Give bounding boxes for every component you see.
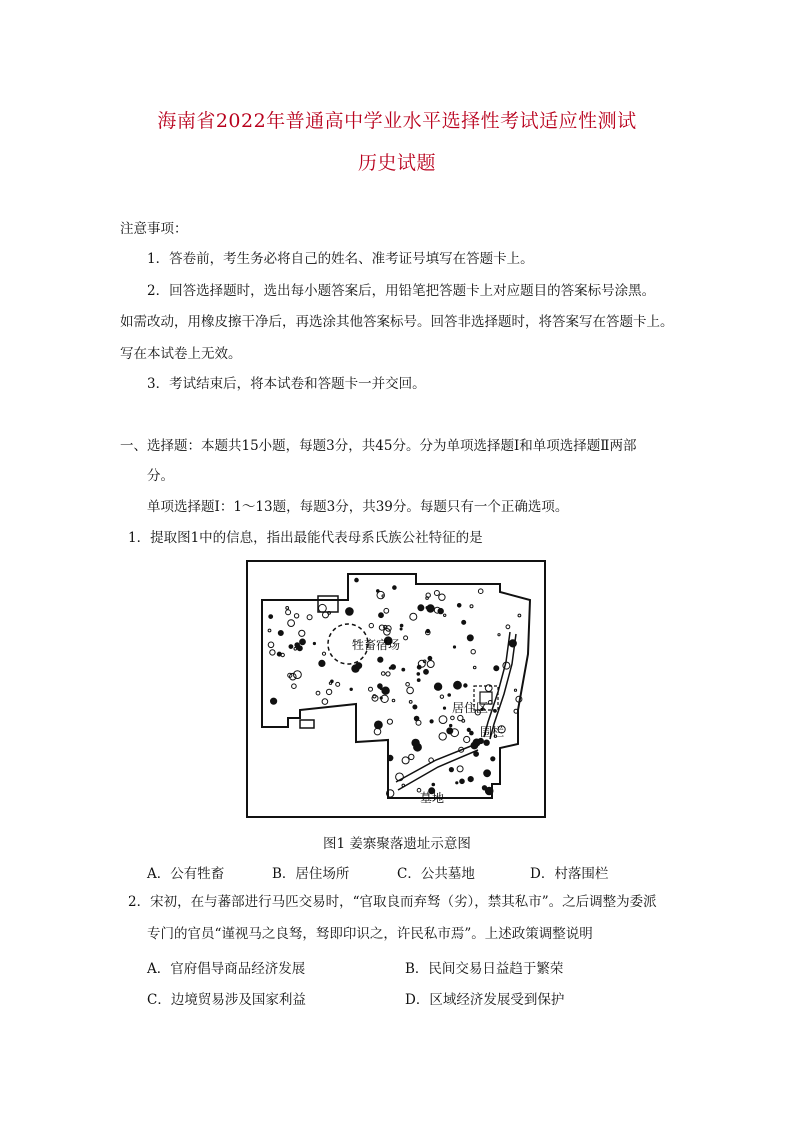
- pit-mark: [336, 682, 340, 686]
- pit-mark: [350, 688, 352, 690]
- pit-mark: [393, 586, 397, 590]
- pit-mark: [448, 694, 451, 697]
- pit-mark: [369, 687, 373, 691]
- pit-mark: [387, 719, 392, 724]
- pit-mark: [292, 684, 297, 689]
- pit-mark: [268, 629, 271, 632]
- pit-mark: [288, 620, 295, 627]
- q2-option-c: C．边境贸易涉及国家利益: [147, 992, 306, 1008]
- pit-mark: [409, 701, 412, 704]
- pit-mark: [418, 605, 424, 611]
- pit-mark: [468, 777, 473, 782]
- pit-mark: [402, 757, 409, 764]
- note-item-2-line-3: 写在本试卷上无效。: [120, 346, 242, 362]
- pit-mark: [453, 646, 455, 648]
- pit-mark: [286, 607, 289, 610]
- pit-mark: [379, 613, 384, 618]
- pit-mark: [440, 695, 443, 698]
- pit-mark: [451, 716, 455, 720]
- q2-option-a: A．官府倡导商品经济发展: [147, 961, 306, 977]
- figure-caption: 图1 姜寨聚落遗址示意图: [323, 836, 471, 852]
- house-mark-west: [300, 720, 314, 728]
- house-mark-north: [318, 596, 338, 612]
- pit-mark: [295, 643, 300, 648]
- pit-mark: [470, 605, 473, 608]
- pit-mark: [427, 661, 434, 668]
- pit-mark: [377, 590, 380, 593]
- pit-mark: [286, 610, 291, 615]
- pit-mark: [494, 666, 499, 671]
- note-item-1: 1．答卷前，考生务必将自己的姓名、准考证号填写在答题卡上。: [147, 251, 534, 267]
- q1-option-b: B．居住场所: [272, 866, 350, 882]
- pit-mark: [313, 642, 315, 644]
- section-heading-line-2: 分。: [147, 468, 174, 484]
- exam-title: 海南省2022年普通高中学业水平选择性考试适应性测试: [157, 110, 637, 132]
- pit-mark: [460, 779, 465, 784]
- q1-option-d: D．村落围栏: [530, 866, 609, 882]
- pit-mark: [300, 639, 306, 645]
- pit-mark: [471, 742, 478, 749]
- pit-mark: [369, 623, 373, 627]
- label-livestock: 牲畜宿场: [352, 638, 401, 652]
- pit-mark: [392, 699, 395, 702]
- pit-mark: [278, 631, 283, 636]
- pit-mark: [328, 612, 331, 615]
- pit-mark: [388, 755, 393, 760]
- pit-mark: [439, 716, 447, 724]
- pit-mark: [413, 705, 417, 709]
- pit-mark: [382, 687, 389, 694]
- pit-mark: [470, 731, 474, 735]
- pit-mark: [509, 640, 516, 647]
- pit-mark: [412, 739, 419, 746]
- pit-mark: [417, 673, 420, 676]
- pit-mark: [454, 681, 462, 689]
- pit-mark: [378, 684, 383, 689]
- pit-mark: [271, 698, 277, 704]
- pit-mark: [429, 758, 434, 763]
- exam-subject: 历史试题: [357, 152, 436, 174]
- pit-mark: [444, 614, 446, 616]
- pit-mark: [430, 720, 433, 723]
- pit-mark: [457, 766, 463, 772]
- pit-mark: [268, 642, 274, 648]
- pit-mark: [402, 784, 405, 787]
- pit-mark: [346, 608, 354, 616]
- pit-mark: [432, 783, 435, 786]
- pit-mark: [319, 604, 327, 612]
- pit-mark: [458, 715, 463, 720]
- pit-mark: [462, 620, 466, 624]
- note-item-3: 3．考试结束后，将本试卷和答题卡一并交回。: [147, 376, 426, 392]
- pit-mark: [400, 624, 403, 627]
- pit-mark: [424, 669, 429, 674]
- pit-mark: [518, 614, 521, 617]
- pit-mark: [329, 682, 331, 684]
- q2-option-b: B．民间交易日益趋于繁荣: [405, 961, 564, 977]
- pit-mark: [355, 578, 359, 582]
- pit-mark: [322, 699, 328, 705]
- pit-mark: [491, 757, 495, 761]
- pit-mark: [404, 636, 408, 640]
- pit-mark: [498, 634, 500, 636]
- pit-mark: [378, 657, 383, 662]
- pit-mark: [294, 614, 298, 618]
- pit-mark: [316, 691, 320, 695]
- pit-mark: [457, 604, 461, 608]
- pit-mark: [471, 650, 475, 654]
- pit-marks-group: [268, 578, 522, 797]
- pit-mark: [428, 656, 432, 660]
- pit-mark: [270, 650, 275, 655]
- pit-mark: [409, 754, 414, 759]
- pit-mark: [464, 736, 470, 742]
- pit-mark: [289, 645, 293, 649]
- pit-mark: [384, 629, 391, 636]
- pit-mark: [402, 668, 405, 671]
- pit-mark: [467, 728, 470, 731]
- pit-mark: [380, 697, 382, 699]
- pit-mark: [464, 684, 467, 687]
- pit-mark: [484, 770, 491, 777]
- label-fence: 围栏: [480, 725, 505, 739]
- label-cemetery: 墓地: [420, 791, 445, 805]
- pit-mark: [447, 728, 453, 734]
- pit-mark: [467, 635, 473, 641]
- pit-mark: [449, 768, 453, 772]
- note-item-2-line-1: 2．回答选择题时，选出每小题答案后，用铅笔把答题卡上对应题目的答案标号涂黑。: [147, 283, 656, 299]
- pit-mark: [307, 615, 312, 620]
- settlement-map-figure: [246, 560, 546, 818]
- notes-heading: 注意事项：: [120, 221, 188, 237]
- pit-mark: [322, 652, 325, 655]
- pit-mark: [514, 689, 516, 691]
- pit-mark: [277, 652, 281, 656]
- pit-mark: [484, 740, 489, 745]
- pit-mark: [478, 589, 483, 594]
- pit-mark: [326, 689, 331, 694]
- pit-mark: [485, 685, 492, 692]
- pit-mark: [482, 786, 486, 790]
- pit-mark: [269, 615, 273, 619]
- pit-mark: [414, 716, 419, 721]
- pit-mark: [400, 628, 402, 630]
- q2-option-d: D．区域经济发展受到保护: [405, 992, 565, 1008]
- pit-mark: [474, 752, 479, 757]
- pit-mark: [381, 672, 385, 676]
- question-1-stem: 1．提取图1中的信息，指出最能代表母系氏族公社特征的是: [128, 530, 483, 546]
- pit-mark: [473, 666, 476, 669]
- pit-mark: [374, 728, 381, 735]
- question-2-stem-line-2: 专门的官员“谨视马之良驽，驽即印识之，许民私市焉”。上述政策调整说明: [147, 926, 593, 942]
- pit-mark: [319, 660, 325, 666]
- pit-mark: [391, 665, 396, 670]
- pit-mark: [410, 613, 417, 620]
- pit-mark: [407, 687, 414, 694]
- pit-mark: [506, 625, 510, 629]
- note-item-2-line-2: 如需改动，用橡皮擦干净后，再选涂其他答案标号。回答非选择题时，将答案写在答题卡上。: [120, 314, 674, 330]
- pit-mark: [406, 683, 410, 687]
- label-residence: 居住区: [452, 701, 489, 715]
- section-subheading: 单项选择题Ⅰ：1～13题，每题3分，共39分。每题只有一个正确选项。: [147, 499, 569, 515]
- question-2-stem-line-1: 2．宋初，在与蕃部进行马匹交易时，“官取良而弃驽（劣），禁其私市”。之后调整为委派: [128, 894, 657, 910]
- pit-mark: [290, 673, 297, 680]
- pit-mark: [434, 591, 439, 596]
- pit-mark: [443, 707, 445, 709]
- pit-mark: [456, 782, 458, 784]
- section-heading-line-1: 一、选择题：本题共15小题，每题3分，共45分。分为单项选择题Ⅰ和单项选择题Ⅱ两部: [120, 438, 637, 454]
- pit-mark: [417, 679, 420, 682]
- pit-mark: [386, 672, 390, 676]
- settlement-map-drawing: [248, 562, 544, 816]
- pit-mark: [426, 597, 429, 600]
- pit-mark: [434, 683, 441, 690]
- pit-mark: [418, 660, 425, 667]
- pit-mark: [494, 710, 497, 713]
- q1-option-a: A．公有牲畜: [147, 866, 225, 882]
- pit-mark: [384, 608, 389, 613]
- pit-mark: [356, 663, 362, 669]
- pit-mark: [439, 733, 446, 740]
- fence-line-inner: [490, 634, 516, 739]
- pit-mark: [299, 630, 305, 636]
- q1-option-c: C．公共墓地: [397, 866, 475, 882]
- pit-mark: [439, 594, 445, 600]
- ditch-line-outer: [398, 750, 478, 790]
- pit-mark: [375, 721, 383, 729]
- pit-mark: [294, 648, 297, 651]
- pit-mark: [450, 724, 452, 726]
